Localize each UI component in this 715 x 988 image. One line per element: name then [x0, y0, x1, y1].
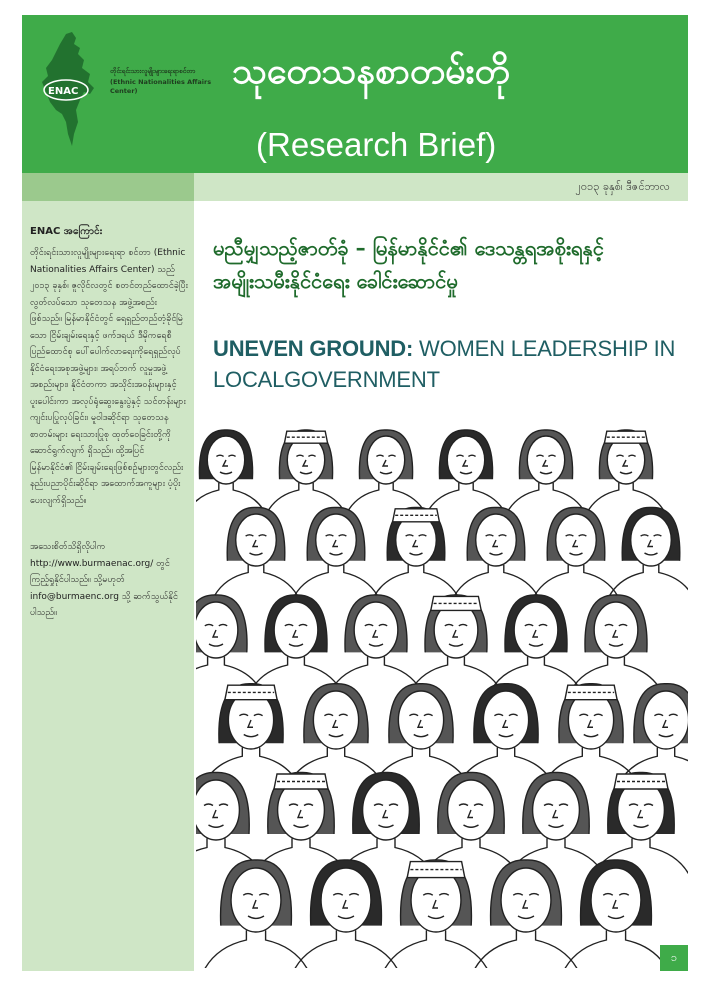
- date-strip-left: [22, 173, 194, 201]
- logo-text: ENAC: [48, 86, 79, 97]
- page-number: ၁: [660, 945, 688, 971]
- sidebar-body: တိုင်းရင်းသားလူမျိုးများရေးရာ စင်တာ (Ethnic Nationalities Affairs Center) သည် ၂၀၁၃ ခုနှစ်၊ ဇူလိုင်လတွင် စတင်တည်ထောင်ခဲ့ပြီး လွတ်လပ်သော သုတေသန အဖွဲ့အစည်း ဖြစ်သည်။ မြန်မာနိုင်ငံတွင် ရေရှည်တည်တံ့ခိုင်မြဲသော ငြိမ်းချမ်းရေးနှင့် ဖက်ဒရယ် ဒီမိုကရေစီ ပြည်ထောင်စု ပေါ်ပေါက်လာရေးကိုရေရှည်လုပ် နိုင်ငံရေးအစုအဖွဲ့များ၊ အရပ်ဘက် လူမှုအဖွဲ့အစည်းများ၊ နိုင်ငံတကာ အသိုင်းအဝန်းများနှင့် ပူးပေါင်းကာ အလုပ်ရုံဆွေးနွေးပွဲနှင့် သင်တန်းများ ကျင်းပပြုလုပ်ခြင်း၊ မူဝါဒဆိုင်ရာ သုတေသနစာတမ်းများ ရေးသားပြုစု ထုတ်ဝေခြင်းတို့ကို ဆောင်ရွက်လျက် ရှိသည်။ ထို့အပြင် မြန်မာနိုင်ငံ၏ ငြိမ်းချမ်းရေးဖြစ်စဉ်များတွင်လည်း နည်းပညာပိုင်းဆိုင်ရာ အထောက်အကူများ ပံ့ပိုးပေးလျက်ရှိသည်။: [30, 248, 188, 506]
- series-title: သုတေသနစာတမ်းတို: [232, 51, 510, 92]
- article-title-english: [213, 333, 683, 395]
- article-title-english-lead: UNEVEN GROUND:: [213, 336, 414, 361]
- myanmar-map-logo-icon: [32, 30, 114, 150]
- sidebar-heading: ENAC အကြောင်း: [30, 226, 103, 237]
- publication-date: ၂၀၁၃ ခုနှစ်၊ ဒီဇင်ဘာလ: [575, 180, 670, 193]
- sidebar-content: [30, 225, 188, 622]
- sidebar-contact: အသေးစိတ်သိရှိလိုပါက http://www.burmaenac.org/ တွင် ကြည့်ရှုနိုင်ပါသည်။ သို့မဟုတ် info@burmaenc.org သို့ ဆက်သွယ်နိုင်ပါသည်။: [30, 542, 178, 618]
- series-subtitle: (Research Brief): [256, 126, 497, 163]
- sidebar: [22, 201, 194, 971]
- women-crowd-illustration: [196, 420, 688, 968]
- header-band: [22, 15, 688, 173]
- article-title-myanmar: မညီမျှသည့်ဇာတ်ခုံ – မြန်မာနိုင်ငံ၏ ဒေသန္တရအစိုးရနှင့် အမျိုးသမီးနိုင်ငံရေး ခေါင်းဆောင်မှု: [213, 236, 604, 293]
- org-name-myanmar: တိုင်းရင်းသားလူမျိုးများရေးရာစင်တာ: [110, 67, 196, 75]
- date-strip: [194, 173, 688, 201]
- article-title-english-rest: WOMEN LEADERSHIP IN LOCALGOVERNMENT: [213, 336, 676, 392]
- org-name-english: (Ethnic Nationalities Affairs Center): [110, 78, 212, 95]
- org-name-block: [110, 67, 220, 96]
